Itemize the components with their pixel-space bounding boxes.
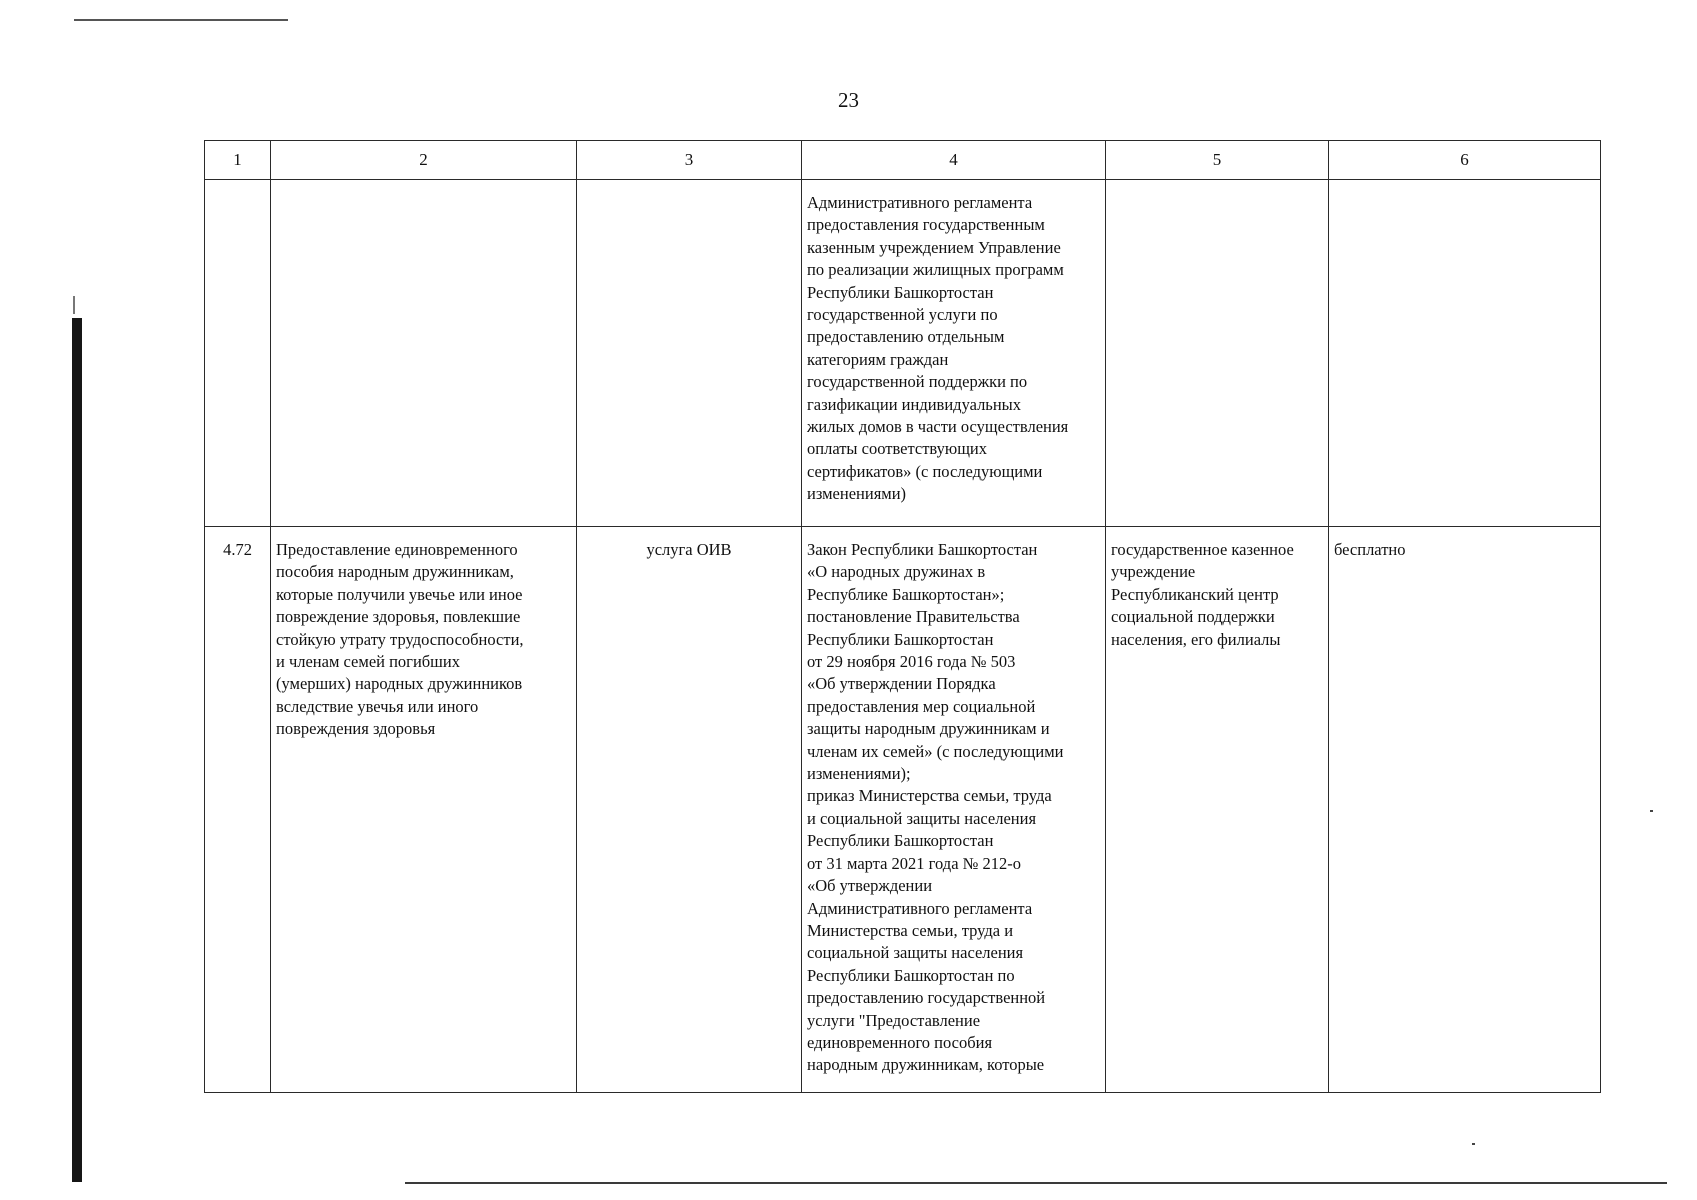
service-type-cell — [577, 180, 802, 527]
header-cell-3: 3 — [577, 141, 802, 180]
header-cell-5: 5 — [1106, 141, 1329, 180]
scan-artifact-top-line — [74, 19, 288, 21]
legal-basis-cell: Административного регламента предоставления государственным казенным учреждением Управление по реализации жилищных программ Республики Башкортостан государственной услуги по предоставлению отдельным категориям граждан государственной поддержки по газификации индивидуальных жилых домов в части осуществления оплаты соответствующих сертификатов» (с последующими изменениями) — [802, 180, 1106, 527]
header-cell-2: 2 — [271, 141, 577, 180]
header-cell-1: 1 — [205, 141, 271, 180]
service-type-cell: услуга ОИВ — [577, 527, 802, 1093]
scan-artifact-left-tick — [73, 296, 75, 314]
row-number-cell — [205, 180, 271, 527]
scan-artifact-speck — [1472, 1143, 1475, 1145]
scan-artifact-speck — [1650, 810, 1653, 812]
table-header-row — [205, 141, 1601, 180]
provider-cell: государственное казенное учреждение Республиканский центр социальной поддержки населения, его филиалы — [1106, 527, 1329, 1093]
service-name-cell — [271, 180, 577, 527]
table-row-continuation — [205, 180, 1601, 527]
page-number: 23 — [838, 88, 859, 112]
price-cell: бесплатно — [1329, 527, 1601, 1093]
row-number-cell: 4.72 — [205, 527, 271, 1093]
table-row — [205, 527, 1601, 1093]
legal-basis-cell: Закон Республики Башкортостан «О народных дружинах в Республике Башкортостан»; постановление Правительства Республики Башкортостан от 29 ноября 2016 года № 503 «Об утверждении Порядка предоставления мер социальной защиты народным дружинникам и членам их семей» (с последующими изменениями); приказ Министерства семьи, труда и социальной защиты населения Республики Башкортостан от 31 марта 2021 года № 212-о «Об утверждении Административного регламента Министерства семьи, труда и социальной защиты населения Республики Башкортостан по предоставлению государственной услуги "Предоставление единовременного пособия народным дружинникам, которые — [802, 527, 1106, 1093]
header-cell-6: 6 — [1329, 141, 1601, 180]
services-table — [204, 140, 1601, 1093]
provider-cell — [1106, 180, 1329, 527]
price-cell — [1329, 180, 1601, 527]
header-cell-4: 4 — [802, 141, 1106, 180]
service-name-cell: Предоставление единовременного пособия народным дружинникам, которые получили увечье или иное повреждение здоровья, повлекшие стойкую утрату трудоспособности, и членам семей погибших (умерших) народных дружинников вследствие увечья или иного повреждения здоровья — [271, 527, 577, 1093]
scan-artifact-bottom-line — [405, 1182, 1667, 1184]
scan-artifact-left-bar — [72, 318, 82, 1182]
